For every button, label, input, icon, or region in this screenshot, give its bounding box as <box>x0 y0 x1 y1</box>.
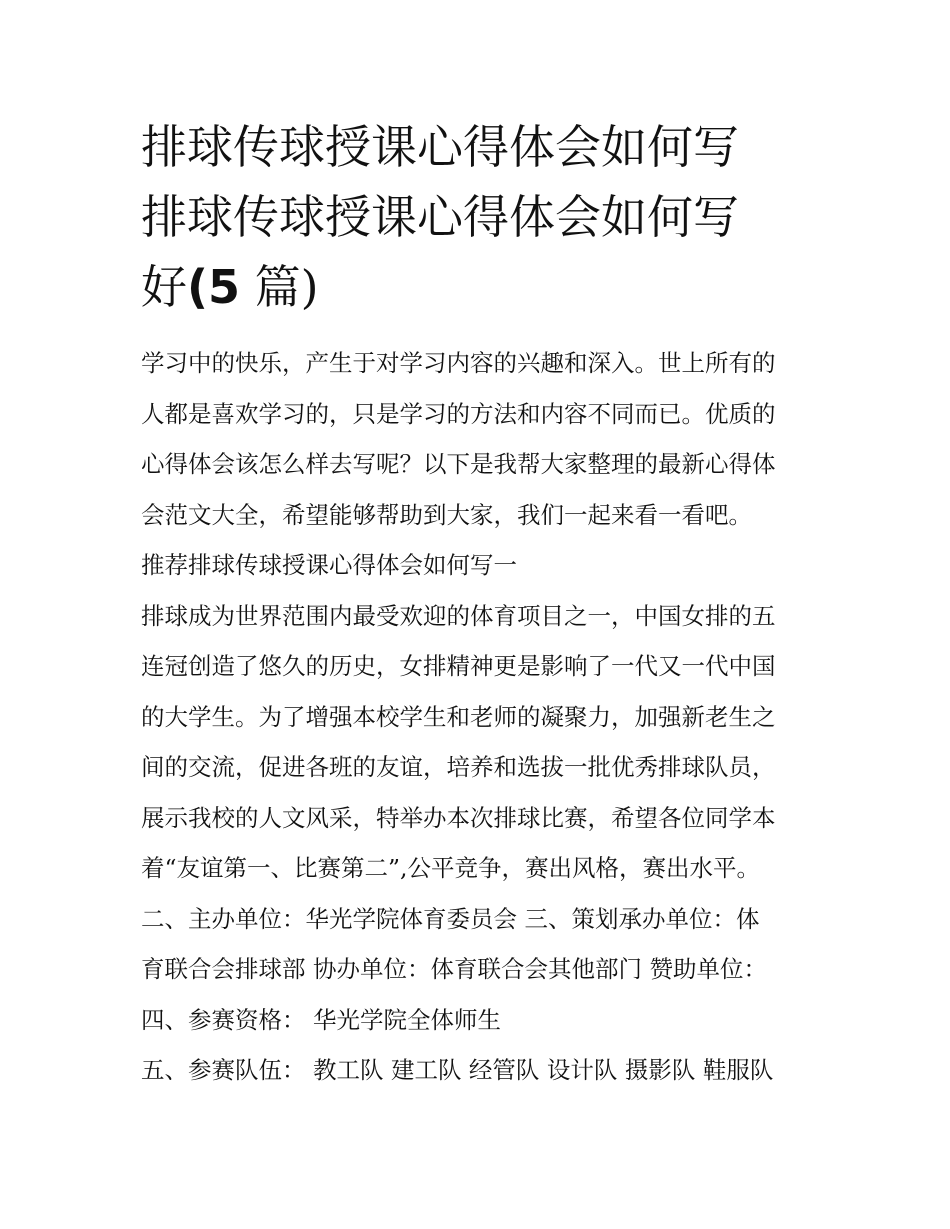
title-line-1: 排球传球授课心得体会如何写 <box>141 120 739 174</box>
body-line: 排球成为世界范围内最受欢迎的体育项目之一，中国女排的五 <box>141 601 776 630</box>
title-count-tail: 篇) <box>254 260 319 314</box>
body-line: 二、主办单位：华光学院体育委员会 三、策划承办单位：体 <box>141 904 760 933</box>
body-line: 育联合会排球部 协办单位：体育联合会其他部门 赞助单位： <box>141 955 767 983</box>
body-line: 五、参赛队伍： 教工队 建工队 经管队 设计队 摄影队 鞋服队 <box>141 1056 774 1084</box>
title-line-2: 排球传球授课心得体会如何写 <box>141 190 739 244</box>
title-line-3-text: 好 <box>141 260 187 314</box>
body-line: 展示我校的人文风采，特举办本次排球比赛，希望各位同学本 <box>141 803 776 832</box>
title-line-3 <box>141 252 821 322</box>
body-line: 人都是喜欢学习的，只是学习的方法和内容不同而已。优质的 <box>141 399 776 428</box>
body-line: 心得体会该怎么样去写呢？以下是我帮大家整理的最新心得体 <box>141 450 776 478</box>
body-line: 四、参赛资格： 华光学院全体师生 <box>141 1005 501 1034</box>
section-heading: 推荐排球传球授课心得体会如何写一 <box>141 551 517 579</box>
body-line: 的大学生。为了增强本校学生和老师的凝聚力，加强新老生之 <box>141 702 776 731</box>
document-body <box>141 338 821 1096</box>
document-page <box>141 112 821 1096</box>
title-count: (5 <box>187 260 241 314</box>
body-line: 连冠创造了悠久的历史，女排精神更是影响了一代又一代中国 <box>141 652 776 680</box>
body-line: 间的交流，促进各班的友谊，培养和选拔一批优秀排球队员， <box>141 753 776 781</box>
body-line: 会范文大全，希望能够帮助到大家，我们一起来看一看吧。 <box>141 500 752 529</box>
body-line: 着“友谊第一、比赛第二”,公平竞争，赛出风格，赛出水平。 <box>141 854 760 882</box>
document-title <box>141 112 821 322</box>
body-line: 学习中的快乐，产生于对学习内容的兴趣和深入。世上所有的 <box>141 349 776 377</box>
